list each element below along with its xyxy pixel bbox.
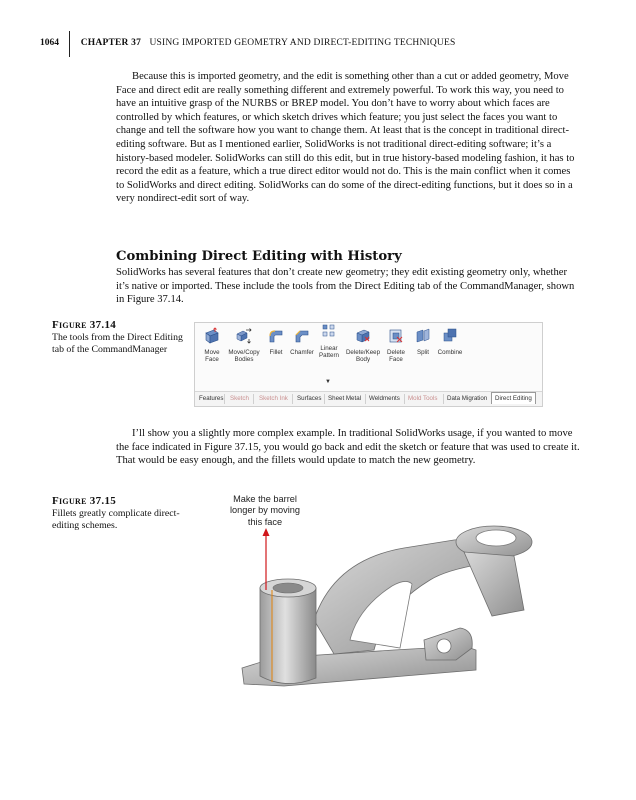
paragraph-1: Because this is imported geometry, and the edit is something other than a cut or added geometry, Move Face and direct edit are really something different and extremely powerful. To work this way, you need to have an intuitive grasp of the NURBS or BREP model. You don’t have to worry about which faces are controlled by which features, or which sketch drives which feature; you just select the faces you want to change and tell the software how you want to change them. At least that is the concept in traditional direct-editing software. But as I mentioned earlier, SolidWorks is not traditional direct-editing software; it’s a history-based modeler. SolidWorks can still do this edit, but in true history-based modeling fashion, it has to record the edit as a feature, which a true direct editor would not do. This is the main conflict when it comes to SolidWorks and direct editing. SolidWorks can do some of the direct-editing functions, but it does so in a very nondirect-edit sort of way. xyxy=(116,71,575,205)
delete-keep-body-label-1: Delete/Keep xyxy=(345,349,381,356)
command-manager-toolbar xyxy=(194,322,543,407)
top-ring-hole xyxy=(476,530,516,546)
tab-divider xyxy=(365,394,366,404)
chapter-title: USING IMPORTED GEOMETRY AND DIRECT-EDITING TECHNIQUES xyxy=(149,38,456,48)
paragraph-2: SolidWorks has several features that don’t create new geometry; they edit existing geometry only, whether it’s native or imported. These include the tools from the Direct Editing tab of the CommandManager, shown in Figure 37.14. xyxy=(116,267,575,306)
running-header xyxy=(40,37,600,51)
delete-face-button[interactable] xyxy=(384,327,408,363)
combine-icon xyxy=(441,327,459,345)
tab-surfaces[interactable]: Surfaces xyxy=(297,395,322,402)
figure-37-15-annotation: Make the barrel longer by moving this face xyxy=(230,494,300,527)
figure-37-14-label: Figure 37.14 xyxy=(52,319,117,331)
split-icon xyxy=(414,327,432,345)
chamfer-label-1: Chamfer xyxy=(290,349,314,356)
chamfer-icon xyxy=(293,327,311,345)
move-face-icon xyxy=(203,327,221,345)
move-copy-bodies-icon xyxy=(235,327,253,345)
delete-keep-body-button[interactable] xyxy=(345,327,381,363)
move-copy-bodies-label-1: Move/Copy xyxy=(228,349,260,356)
tab-features[interactable]: Features xyxy=(199,395,224,402)
linear-pattern-label-2: Pattern xyxy=(319,352,339,359)
barrel-bore xyxy=(273,583,303,593)
tab-divider xyxy=(324,394,325,404)
combine-label-1: Combine xyxy=(437,349,463,356)
delete-face-icon xyxy=(387,327,405,345)
move-copy-bodies-button[interactable] xyxy=(227,327,261,363)
tab-direct-editing[interactable]: Direct Editing xyxy=(491,392,536,404)
figure-37-15-caption xyxy=(52,495,187,533)
linear-pattern-label-1: Linear xyxy=(320,345,338,352)
tab-sheet-metal[interactable]: Sheet Metal xyxy=(328,395,362,402)
paragraph-3: I’ll show you a slightly more complex example. In traditional SolidWorks usage, if you wanted to move the face indicated in Figure 37.15, you would go back and edit the sketch or feature that was used to create it. That would be easy enough, and the fillets would update to match the new geometry. xyxy=(116,428,580,467)
tab-divider xyxy=(253,394,254,404)
move-copy-bodies-label-2: Bodies xyxy=(234,356,254,363)
tab-mold-tools[interactable]: Mold Tools xyxy=(408,395,438,402)
delete-face-label-1: Delete xyxy=(387,349,405,356)
section-heading: Combining Direct Editing with History xyxy=(116,249,402,264)
arrow-head-icon xyxy=(263,528,270,536)
figure-37-15-caption-text: Fillets greatly complicate direct-editing schemes. xyxy=(52,507,180,532)
command-manager-tabs xyxy=(195,391,542,406)
vertical-web xyxy=(464,552,524,616)
figure-37-15-label: Figure 37.15 xyxy=(52,495,117,507)
figure-37-14-caption xyxy=(52,319,192,357)
tab-sketch-ink[interactable]: Sketch Ink xyxy=(259,395,288,402)
move-face-label-1: Move xyxy=(204,349,220,356)
page-number: 1064 xyxy=(40,38,59,48)
figure-37-14-caption-text: The tools from the Direct Editing tab of the CommandManager xyxy=(52,331,183,356)
header-divider xyxy=(69,31,70,57)
move-face-label-2: Face xyxy=(205,356,219,363)
linear-pattern-dropdown-icon[interactable]: ▼ xyxy=(325,379,331,385)
linear-pattern-icon xyxy=(320,323,338,341)
tab-data-migration[interactable]: Data Migration xyxy=(447,395,488,402)
tab-divider xyxy=(224,394,225,404)
chapter-number: CHAPTER 37 xyxy=(80,38,142,48)
fillet-button[interactable] xyxy=(265,327,287,356)
figure-37-15-part-illustration xyxy=(224,500,554,700)
direct-editing-tools xyxy=(195,325,542,387)
delete-keep-body-label-2: Body xyxy=(355,356,371,363)
tab-divider xyxy=(292,394,293,404)
fillet-icon xyxy=(267,327,285,345)
tab-sketch[interactable]: Sketch xyxy=(230,395,249,402)
delete-keep-body-icon xyxy=(354,327,372,345)
chamfer-button[interactable] xyxy=(289,327,315,356)
delete-face-label-2: Face xyxy=(389,356,403,363)
move-face-button[interactable] xyxy=(201,327,223,363)
tab-divider xyxy=(404,394,405,404)
split-label-1: Split xyxy=(416,349,430,356)
fillet-label-1: Fillet xyxy=(269,349,283,356)
barrel xyxy=(260,588,316,684)
lug-hole xyxy=(437,639,451,653)
linear-pattern-button[interactable] xyxy=(317,323,341,359)
tab-weldments[interactable]: Weldments xyxy=(369,395,400,402)
combine-button[interactable] xyxy=(435,327,465,356)
split-button[interactable] xyxy=(413,327,433,356)
tab-divider xyxy=(443,394,444,404)
